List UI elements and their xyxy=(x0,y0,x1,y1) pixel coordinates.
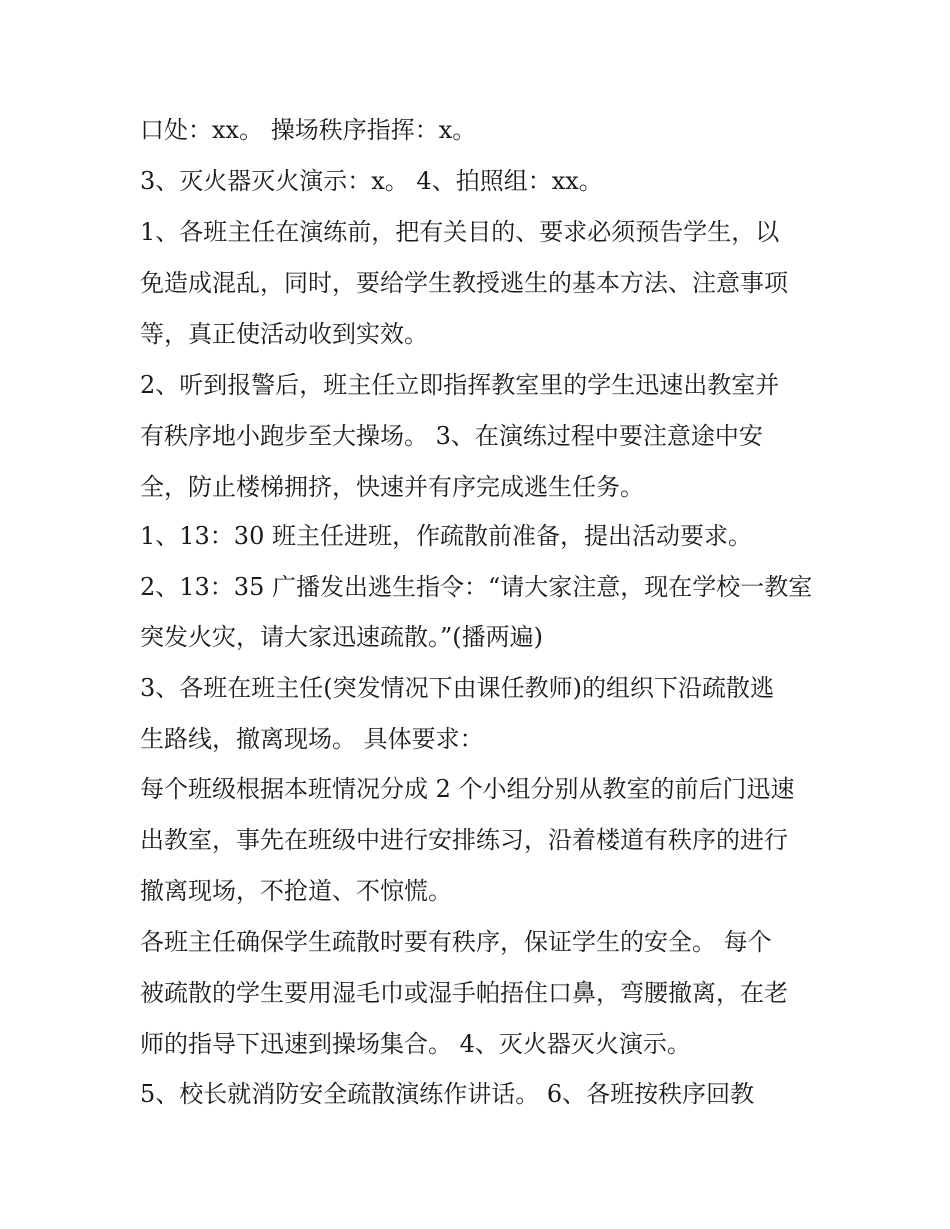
text-line: 突发火灾，请大家迅速疏散。”(播两遍) xyxy=(140,623,543,651)
text-line: 师的指导下迅速到操场集合。 4、灭火器灭火演示。 xyxy=(140,1030,691,1058)
text-line: 免造成混乱，同时，要给学生教授逃生的基本方法、注意事项 xyxy=(140,269,788,297)
text-line: 1、各班主任在演练前，把有关目的、要求必须预告学生，以 xyxy=(140,218,780,246)
text-line: 有秩序地小跑步至大操场。 3、在演练过程中要注意途中安 xyxy=(140,422,763,450)
text-line: 撤离现场，不抢道、不惊慌。 xyxy=(140,877,452,905)
text-line: 等，真正使活动收到实效。 xyxy=(140,320,428,348)
text-line: 5、校长就消防安全疏散演练作讲话。 6、各班按秩序回教 xyxy=(140,1080,755,1108)
text-line: 3、灭火器灭火演示：x。 4、拍照组：xx。 xyxy=(140,167,603,195)
text-line: 生路线，撤离现场。 具体要求： xyxy=(140,725,484,753)
text-line: 被疏散的学生要用湿毛巾或湿手帕捂住口鼻，弯腰撤离，在老 xyxy=(140,979,788,1007)
text-line: 每个班级根据本班情况分成 2 个小组分别从教室的前后门迅速 xyxy=(140,775,795,803)
text-line: 各班主任确保学生疏散时要有秩序，保证学生的安全。 每个 xyxy=(140,928,772,956)
text-line: 口处：xx。 操场秩序指挥：x。 xyxy=(140,116,477,144)
text-line: 2、13：35 广播发出逃生指令：“请大家注意，现在学校一教室 xyxy=(140,573,813,601)
text-line: 3、各班在班主任(突发情况下由课任教师)的组织下沿疏散逃 xyxy=(140,674,774,702)
text-line: 全，防止楼梯拥挤，快速并有序完成逃生任务。 xyxy=(140,473,644,501)
text-line: 2、听到报警后，班主任立即指挥教室里的学生迅速出教室并 xyxy=(140,371,780,399)
text-line: 出教室，事先在班级中进行安排练习，沿着楼道有秩序的进行 xyxy=(140,826,788,854)
text-line: 1、13：30 班主任进班，作疏散前准备，提出活动要求。 xyxy=(140,522,752,550)
